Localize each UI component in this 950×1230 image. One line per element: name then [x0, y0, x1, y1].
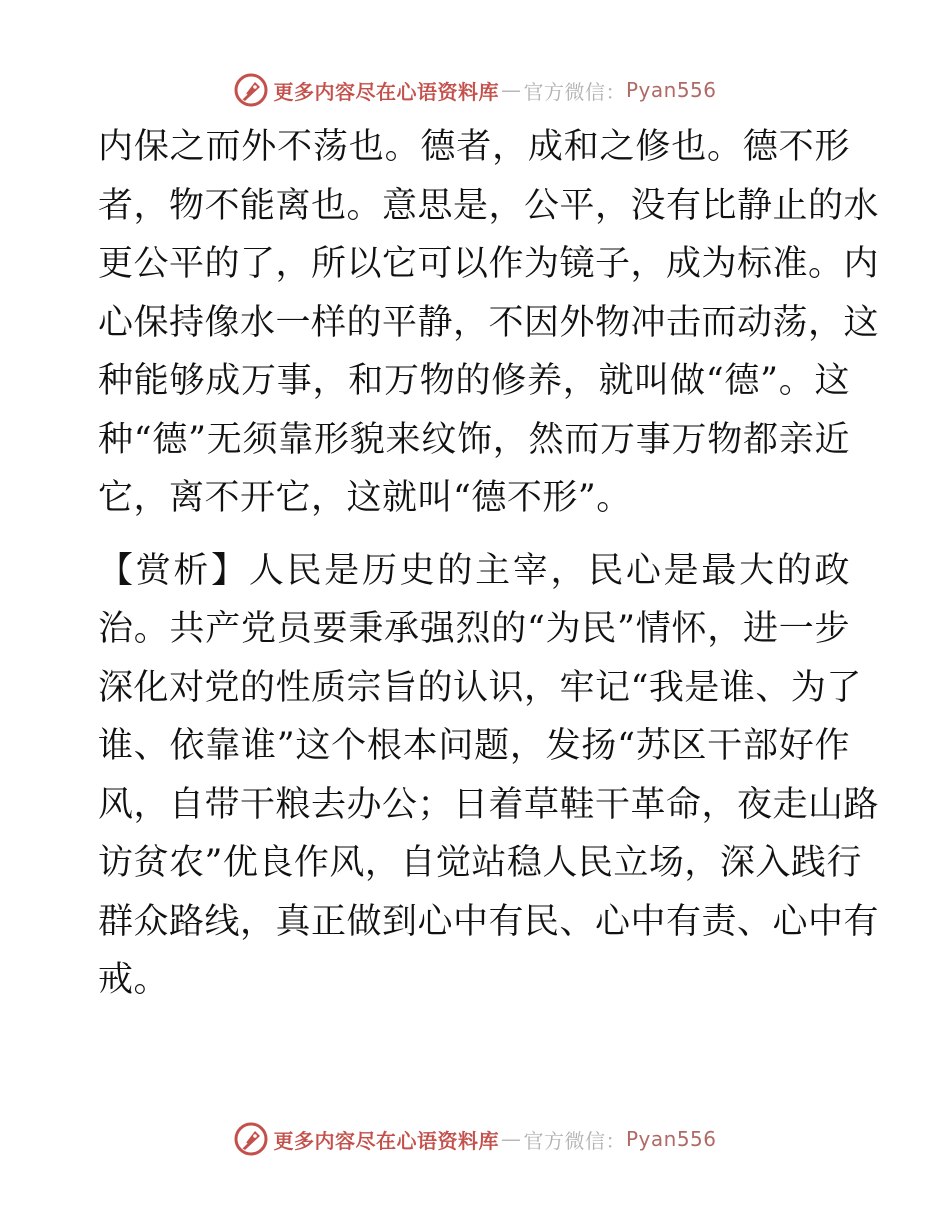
header-banner-text	[273, 76, 716, 105]
text-line: 谁、依靠谁”这个根本问题，发扬“苏区干部好作	[98, 726, 850, 766]
document-body	[98, 118, 880, 1010]
text-line: 它，离不开它，这就叫“德不形”。	[98, 478, 632, 518]
text-line: 访贫农”优良作风，自觉站稳人民立场，深入践行	[98, 843, 862, 883]
text-line: 风，自带干粮去办公；日着草鞋干革命，夜走山路	[98, 784, 880, 825]
header-wechat-label: 官方微信：	[523, 79, 626, 104]
text-line: 深化对党的性质宗旨的认识，牢记“我是谁、为了	[98, 667, 862, 708]
header-separator: —	[500, 78, 522, 102]
text-line: 种“德”无须靠形貌来纹饰，然而万事万物都亲近	[98, 419, 850, 460]
footer-promo-text: 更多内容尽在心语资料库	[273, 1128, 499, 1153]
text-line: 种能够成万事，和万物的修养，就叫做“德”。这	[98, 361, 850, 401]
footer-wechat-account: Pyan556	[625, 1127, 717, 1151]
text-line: 者，物不能离也。意思是，公平，没有比静止的水	[98, 185, 880, 226]
header-promo-text: 更多内容尽在心语资料库	[273, 79, 499, 104]
paragraph-2	[98, 542, 880, 1010]
text-line: 戒。	[98, 960, 170, 1000]
text-line: 群众路线，真正做到心中有民、心中有责、心中有	[98, 901, 880, 942]
text-line: 【赏析】人民是历史的主宰，民心是最大的政	[98, 550, 850, 591]
footer-banner	[0, 1121, 950, 1157]
paragraph-1	[98, 118, 880, 528]
pen-nib-logo-icon	[233, 72, 269, 108]
header-banner	[0, 72, 950, 108]
footer-banner-text	[273, 1125, 716, 1154]
header-wechat-account: Pyan556	[625, 78, 717, 102]
footer-wechat-label: 官方微信：	[523, 1128, 626, 1153]
text-line: 内保之而外不荡也。德者，成和之修也。德不形	[98, 127, 850, 167]
pen-nib-logo-icon	[233, 1121, 269, 1157]
footer-separator: —	[500, 1127, 522, 1151]
text-line: 更公平的了，所以它可以作为镜子，成为标准。内	[98, 244, 880, 284]
text-line: 治。共产党员要秉承强烈的“为民”情怀，进一步	[98, 609, 850, 649]
text-line: 心保持像水一样的平静，不因外物冲击而动荡，这	[98, 302, 880, 343]
